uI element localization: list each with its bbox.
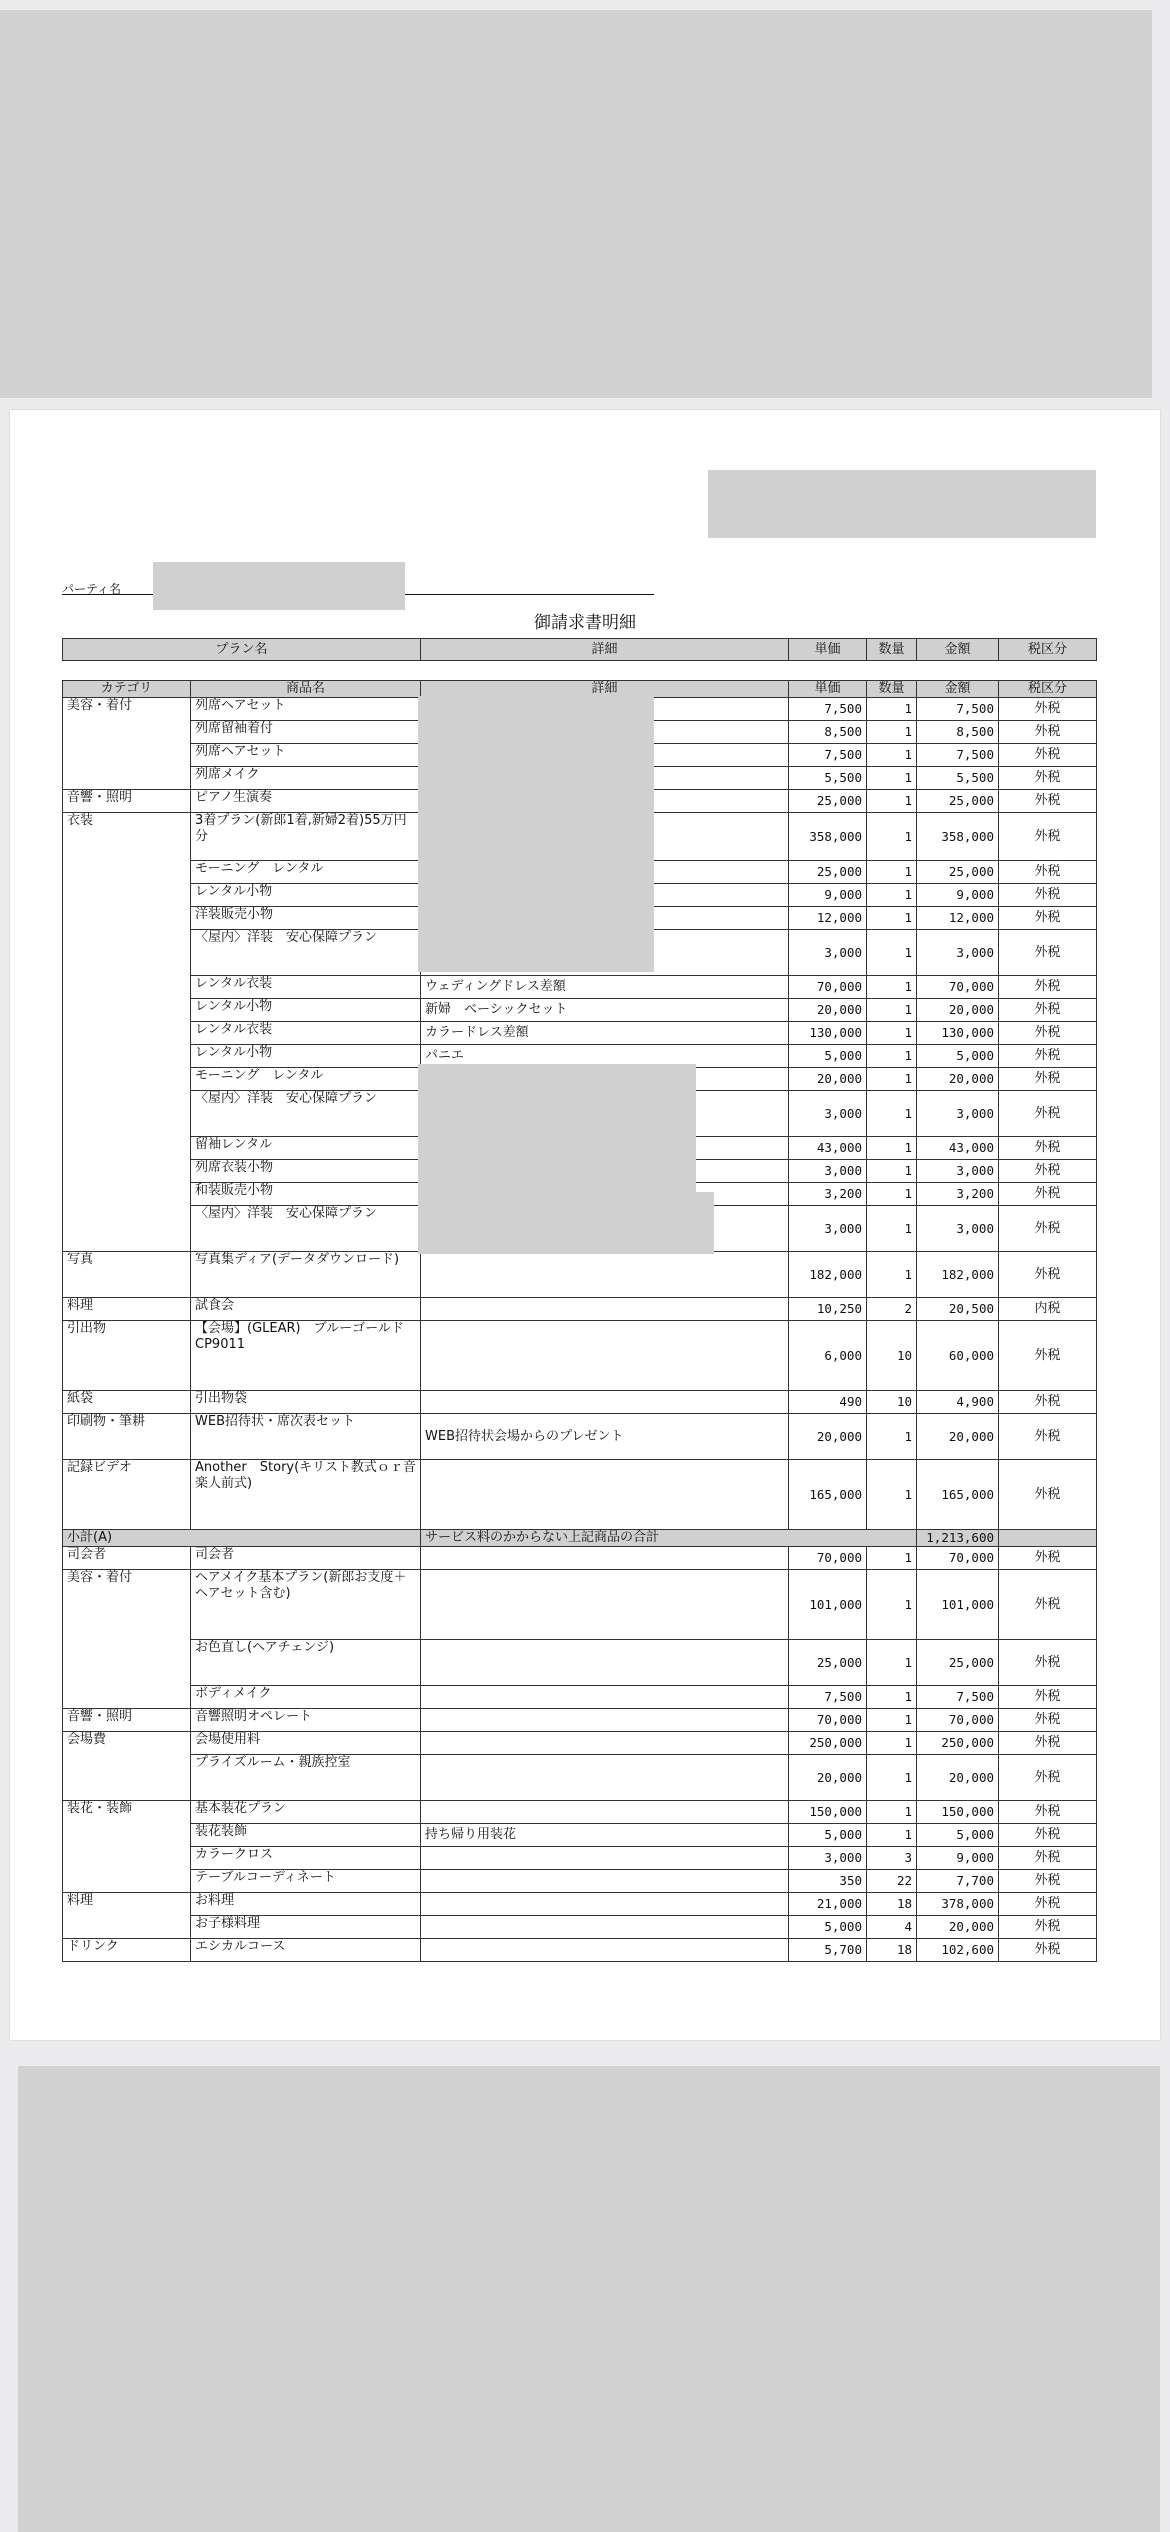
row-product: 列席留袖着付 (191, 721, 421, 744)
row-qty: 1 (867, 1022, 917, 1045)
table-row (63, 1640, 1097, 1686)
row-unit-price: 250,000 (789, 1732, 867, 1755)
row-tax: 外税 (999, 1252, 1097, 1298)
row-category: 料理 (63, 1298, 191, 1321)
table-row (63, 1321, 1097, 1391)
row-tax: 外税 (999, 813, 1097, 861)
row-product: 洋装販売小物 (191, 907, 421, 930)
row-amount: 7,500 (917, 698, 999, 721)
row-unit-price: 70,000 (789, 1709, 867, 1732)
row-qty: 1 (867, 1414, 917, 1460)
row-category: 引出物 (63, 1321, 191, 1391)
row-product: 列席衣装小物 (191, 1160, 421, 1183)
items-col-tax: 税区分 (999, 681, 1097, 698)
row-qty: 4 (867, 1916, 917, 1939)
redacted-detail-1 (418, 696, 654, 972)
row-detail (421, 1893, 789, 1916)
row-unit-price: 150,000 (789, 1801, 867, 1824)
row-amount: 102,600 (917, 1939, 999, 1962)
row-qty: 1 (867, 1091, 917, 1137)
table-row (63, 1686, 1097, 1709)
row-detail: パニエ (421, 1045, 789, 1068)
row-amount: 5,000 (917, 1824, 999, 1847)
redacted-header-box (708, 470, 1096, 538)
redacted-area-bottom (18, 2066, 1160, 2532)
row-qty: 1 (867, 1252, 917, 1298)
row-qty: 18 (867, 1893, 917, 1916)
row-tax: 外税 (999, 1732, 1097, 1755)
row-amount: 3,000 (917, 1206, 999, 1252)
table-row (63, 1893, 1097, 1916)
row-unit-price: 358,000 (789, 813, 867, 861)
row-tax: 外税 (999, 976, 1097, 999)
row-tax: 外税 (999, 884, 1097, 907)
row-product: レンタル小物 (191, 884, 421, 907)
row-amount: 43,000 (917, 1137, 999, 1160)
row-unit-price: 5,000 (789, 1916, 867, 1939)
row-amount: 70,000 (917, 1709, 999, 1732)
row-product: 留袖レンタル (191, 1137, 421, 1160)
table-row (63, 1824, 1097, 1847)
row-unit-price: 8,500 (789, 721, 867, 744)
row-tax: 外税 (999, 1391, 1097, 1414)
row-qty: 1 (867, 1206, 917, 1252)
row-product: 和装販売小物 (191, 1183, 421, 1206)
row-product: 〈屋内〉洋装 安心保障プラン (191, 1206, 421, 1252)
row-product: レンタル衣装 (191, 976, 421, 999)
row-amount: 25,000 (917, 1640, 999, 1686)
row-amount: 3,200 (917, 1183, 999, 1206)
row-amount: 9,000 (917, 884, 999, 907)
table-row (63, 1570, 1097, 1640)
row-tax: 外税 (999, 698, 1097, 721)
row-amount: 20,500 (917, 1298, 999, 1321)
row-product: モーニング レンタル (191, 1068, 421, 1091)
subtotal-detail: サービス料のかからない上記商品の合計 (421, 1530, 917, 1547)
row-unit-price: 5,700 (789, 1939, 867, 1962)
row-tax: 外税 (999, 1916, 1097, 1939)
row-tax: 外税 (999, 1709, 1097, 1732)
row-unit-price: 6,000 (789, 1321, 867, 1391)
row-product: 会場使用料 (191, 1732, 421, 1755)
row-qty: 1 (867, 999, 917, 1022)
row-unit-price: 20,000 (789, 1755, 867, 1801)
row-product: Another Story(キリスト教式ｏｒ音楽人前式) (191, 1460, 421, 1530)
row-tax: 外税 (999, 1022, 1097, 1045)
table-row (63, 1022, 1097, 1045)
row-amount: 20,000 (917, 1068, 999, 1091)
row-amount: 101,000 (917, 1570, 999, 1640)
row-detail (421, 1709, 789, 1732)
party-label: パーティ名 (62, 582, 122, 596)
row-detail: 新婦 ベーシックセット (421, 999, 789, 1022)
row-product: 〈屋内〉洋装 安心保障プラン (191, 930, 421, 976)
row-amount: 130,000 (917, 1022, 999, 1045)
col-detail: 詳細 (421, 639, 789, 661)
redacted-area-top (0, 10, 1152, 398)
row-unit-price: 70,000 (789, 1547, 867, 1570)
row-qty: 1 (867, 1183, 917, 1206)
row-qty: 1 (867, 1547, 917, 1570)
table-row (63, 1847, 1097, 1870)
row-detail (421, 1755, 789, 1801)
table-row (63, 1252, 1097, 1298)
row-unit-price: 25,000 (789, 1640, 867, 1686)
row-qty: 1 (867, 884, 917, 907)
row-qty: 1 (867, 790, 917, 813)
row-amount: 70,000 (917, 1547, 999, 1570)
plan-header-row (63, 639, 1097, 661)
table-row (63, 1298, 1097, 1321)
row-qty: 1 (867, 930, 917, 976)
row-detail (421, 1298, 789, 1321)
row-unit-price: 165,000 (789, 1460, 867, 1530)
row-tax: 外税 (999, 1640, 1097, 1686)
row-amount: 7,500 (917, 744, 999, 767)
row-unit-price: 101,000 (789, 1570, 867, 1640)
col-unit-price: 単価 (789, 639, 867, 661)
row-unit-price: 70,000 (789, 976, 867, 999)
row-tax: 外税 (999, 721, 1097, 744)
row-tax: 外税 (999, 907, 1097, 930)
row-amount: 25,000 (917, 790, 999, 813)
row-unit-price: 3,000 (789, 1206, 867, 1252)
row-product: WEB招待状・席次表セット (191, 1414, 421, 1460)
row-amount: 3,000 (917, 1160, 999, 1183)
row-amount: 20,000 (917, 1916, 999, 1939)
row-unit-price: 5,500 (789, 767, 867, 790)
row-unit-price: 7,500 (789, 744, 867, 767)
row-amount: 165,000 (917, 1460, 999, 1530)
row-qty: 1 (867, 1755, 917, 1801)
row-tax: 外税 (999, 1183, 1097, 1206)
row-product: カラークロス (191, 1847, 421, 1870)
items-col-unit-price: 単価 (789, 681, 867, 698)
row-tax: 外税 (999, 1824, 1097, 1847)
row-qty: 1 (867, 1709, 917, 1732)
row-amount: 7,500 (917, 1686, 999, 1709)
row-product: 音響照明オペレート (191, 1709, 421, 1732)
row-amount: 9,000 (917, 1847, 999, 1870)
row-tax: 外税 (999, 1091, 1097, 1137)
row-tax: 外税 (999, 744, 1097, 767)
row-product: 列席メイク (191, 767, 421, 790)
row-unit-price: 490 (789, 1391, 867, 1414)
row-product: レンタル小物 (191, 999, 421, 1022)
row-product: 【会場】(GLEAR) ブルーゴールド CP9011 (191, 1321, 421, 1391)
row-category: 装花・装飾 (63, 1801, 191, 1893)
row-amount: 4,900 (917, 1391, 999, 1414)
row-detail: ウェディングドレス差額 (421, 976, 789, 999)
row-qty: 10 (867, 1391, 917, 1414)
row-product: お子様料理 (191, 1916, 421, 1939)
table-row (63, 999, 1097, 1022)
row-amount: 5,000 (917, 1045, 999, 1068)
row-unit-price: 5,000 (789, 1824, 867, 1847)
row-tax: 外税 (999, 1321, 1097, 1391)
row-category: 紙袋 (63, 1391, 191, 1414)
row-detail (421, 1916, 789, 1939)
row-product: 装花装飾 (191, 1824, 421, 1847)
row-unit-price: 25,000 (789, 861, 867, 884)
row-unit-price: 20,000 (789, 1414, 867, 1460)
row-detail (421, 1570, 789, 1640)
row-tax: 外税 (999, 1160, 1097, 1183)
row-product: エシカルコース (191, 1939, 421, 1962)
row-amount: 150,000 (917, 1801, 999, 1824)
row-unit-price: 3,000 (789, 1160, 867, 1183)
row-detail (421, 1252, 789, 1298)
row-tax: 外税 (999, 1137, 1097, 1160)
table-row (63, 1916, 1097, 1939)
row-qty: 1 (867, 1068, 917, 1091)
row-detail (421, 1870, 789, 1893)
row-qty: 1 (867, 1045, 917, 1068)
row-tax: 外税 (999, 1893, 1097, 1916)
row-amount: 12,000 (917, 907, 999, 930)
row-product: 写真集ディア(データダウンロード) (191, 1252, 421, 1298)
document-title: 御請求書明細 (534, 613, 636, 633)
subtotal-label: 小計(A) (63, 1530, 421, 1547)
table-row (63, 1755, 1097, 1801)
row-product: お色直し(ヘアチェンジ) (191, 1640, 421, 1686)
row-detail (421, 1732, 789, 1755)
row-unit-price: 21,000 (789, 1893, 867, 1916)
row-product: ヘアメイク基本プラン(新郎お支度＋ヘアセット含む) (191, 1570, 421, 1640)
redacted-party-name (153, 562, 405, 610)
row-qty: 1 (867, 1160, 917, 1183)
row-category: 音響・照明 (63, 790, 191, 813)
row-tax: 外税 (999, 1570, 1097, 1640)
row-unit-price: 3,000 (789, 1847, 867, 1870)
row-tax: 外税 (999, 1068, 1097, 1091)
row-tax: 外税 (999, 1847, 1097, 1870)
col-plan: プラン名 (63, 639, 421, 661)
table-row (63, 1391, 1097, 1414)
table-row (63, 1870, 1097, 1893)
row-unit-price: 25,000 (789, 790, 867, 813)
row-amount: 60,000 (917, 1321, 999, 1391)
col-qty: 数量 (867, 639, 917, 661)
row-unit-price: 5,000 (789, 1045, 867, 1068)
row-product: 〈屋内〉洋装 安心保障プラン (191, 1091, 421, 1137)
row-qty: 1 (867, 1824, 917, 1847)
row-detail (421, 1321, 789, 1391)
row-category: 記録ビデオ (63, 1460, 191, 1530)
table-row (63, 976, 1097, 999)
row-category: 写真 (63, 1252, 191, 1298)
row-detail (421, 1391, 789, 1414)
row-qty: 1 (867, 976, 917, 999)
plan-header-table (62, 638, 1097, 661)
row-product: 引出物袋 (191, 1391, 421, 1414)
row-unit-price: 43,000 (789, 1137, 867, 1160)
col-amount: 金額 (917, 639, 999, 661)
row-product: 基本装花プラン (191, 1801, 421, 1824)
row-qty: 1 (867, 1137, 917, 1160)
row-unit-price: 7,500 (789, 1686, 867, 1709)
row-tax: 内税 (999, 1298, 1097, 1321)
row-amount: 182,000 (917, 1252, 999, 1298)
row-detail: カラードレス差額 (421, 1022, 789, 1045)
row-detail (421, 1801, 789, 1824)
row-detail (421, 1640, 789, 1686)
table-row (63, 1732, 1097, 1755)
row-product: モーニング レンタル (191, 861, 421, 884)
row-amount: 20,000 (917, 1755, 999, 1801)
items-col-category: カテゴリ (63, 681, 191, 698)
row-amount: 3,000 (917, 1091, 999, 1137)
table-row (63, 1414, 1097, 1460)
row-product: テーブルコーディネート (191, 1870, 421, 1893)
row-tax: 外税 (999, 1460, 1097, 1530)
row-unit-price: 12,000 (789, 907, 867, 930)
row-unit-price: 3,000 (789, 930, 867, 976)
row-amount: 20,000 (917, 999, 999, 1022)
table-row (63, 1709, 1097, 1732)
row-detail (421, 1460, 789, 1530)
subtotal-row (63, 1530, 1097, 1547)
row-category: ドリンク (63, 1939, 191, 1962)
row-unit-price: 10,250 (789, 1298, 867, 1321)
row-tax: 外税 (999, 1045, 1097, 1068)
row-unit-price: 130,000 (789, 1022, 867, 1045)
row-amount: 250,000 (917, 1732, 999, 1755)
items-col-product: 商品名 (191, 681, 421, 698)
row-qty: 2 (867, 1298, 917, 1321)
row-qty: 10 (867, 1321, 917, 1391)
row-category: 美容・着付 (63, 1570, 191, 1709)
row-detail (421, 1939, 789, 1962)
row-qty: 1 (867, 1570, 917, 1640)
row-qty: 3 (867, 1847, 917, 1870)
row-product: ピアノ生演奏 (191, 790, 421, 813)
row-product: お料理 (191, 1893, 421, 1916)
row-tax: 外税 (999, 1206, 1097, 1252)
row-qty: 1 (867, 907, 917, 930)
row-amount: 378,000 (917, 1893, 999, 1916)
row-qty: 1 (867, 744, 917, 767)
items-header-row (63, 681, 1097, 698)
row-category: 衣装 (63, 813, 191, 1252)
row-amount: 70,000 (917, 976, 999, 999)
row-unit-price: 182,000 (789, 1252, 867, 1298)
row-product: 3着プラン(新郎1着,新婦2着)55万円分 (191, 813, 421, 861)
col-tax: 税区分 (999, 639, 1097, 661)
row-unit-price: 20,000 (789, 1068, 867, 1091)
subtotal-amount: 1,213,600 (917, 1530, 999, 1547)
row-tax: 外税 (999, 1801, 1097, 1824)
table-row (63, 1547, 1097, 1570)
row-unit-price: 350 (789, 1870, 867, 1893)
row-unit-price: 20,000 (789, 999, 867, 1022)
row-tax: 外税 (999, 1547, 1097, 1570)
row-tax: 外税 (999, 1686, 1097, 1709)
row-amount: 25,000 (917, 861, 999, 884)
row-tax: 外税 (999, 930, 1097, 976)
row-qty: 1 (867, 1732, 917, 1755)
row-product: 列席ヘアセット (191, 744, 421, 767)
row-amount: 7,700 (917, 1870, 999, 1893)
row-tax: 外税 (999, 1755, 1097, 1801)
row-qty: 1 (867, 1686, 917, 1709)
row-category: 印刷物・筆耕 (63, 1414, 191, 1460)
row-qty: 22 (867, 1870, 917, 1893)
row-product: プライズルーム・親族控室 (191, 1755, 421, 1801)
row-amount: 358,000 (917, 813, 999, 861)
row-amount: 20,000 (917, 1414, 999, 1460)
table-row (63, 1801, 1097, 1824)
invoice-page (10, 410, 1160, 2040)
row-unit-price: 3,200 (789, 1183, 867, 1206)
row-qty: 1 (867, 721, 917, 744)
table-row (63, 1939, 1097, 1962)
row-qty: 1 (867, 1460, 917, 1530)
items-col-detail: 詳細 (421, 681, 789, 698)
row-qty: 1 (867, 1801, 917, 1824)
row-tax: 外税 (999, 790, 1097, 813)
row-category: 料理 (63, 1893, 191, 1939)
row-tax: 外税 (999, 861, 1097, 884)
row-product: レンタル衣装 (191, 1022, 421, 1045)
row-tax: 外税 (999, 1414, 1097, 1460)
row-detail (421, 1547, 789, 1570)
row-qty: 1 (867, 813, 917, 861)
table-row (63, 1460, 1097, 1530)
row-category: 音響・照明 (63, 1709, 191, 1732)
row-category: 美容・着付 (63, 698, 191, 790)
row-detail: WEB招待状会場からのプレゼント (421, 1414, 789, 1460)
row-category: 会場費 (63, 1732, 191, 1801)
row-tax: 外税 (999, 767, 1097, 790)
row-detail (421, 1847, 789, 1870)
row-amount: 3,000 (917, 930, 999, 976)
row-unit-price: 3,000 (789, 1091, 867, 1137)
subtotal-tax (999, 1530, 1097, 1547)
row-qty: 1 (867, 698, 917, 721)
row-detail: 持ち帰り用装花 (421, 1824, 789, 1847)
row-product: レンタル小物 (191, 1045, 421, 1068)
row-tax: 外税 (999, 1939, 1097, 1962)
row-tax: 外税 (999, 1870, 1097, 1893)
row-tax: 外税 (999, 999, 1097, 1022)
row-qty: 1 (867, 767, 917, 790)
row-product: 試食会 (191, 1298, 421, 1321)
row-unit-price: 9,000 (789, 884, 867, 907)
row-qty: 1 (867, 1640, 917, 1686)
row-qty: 18 (867, 1939, 917, 1962)
redacted-detail-3 (418, 1192, 714, 1254)
row-qty: 1 (867, 861, 917, 884)
items-col-amount: 金額 (917, 681, 999, 698)
row-product: 列席ヘアセット (191, 698, 421, 721)
row-category: 司会者 (63, 1547, 191, 1570)
row-detail (421, 1686, 789, 1709)
row-amount: 8,500 (917, 721, 999, 744)
items-col-qty: 数量 (867, 681, 917, 698)
row-product: 司会者 (191, 1547, 421, 1570)
row-product: ボディメイク (191, 1686, 421, 1709)
row-amount: 5,500 (917, 767, 999, 790)
row-unit-price: 7,500 (789, 698, 867, 721)
